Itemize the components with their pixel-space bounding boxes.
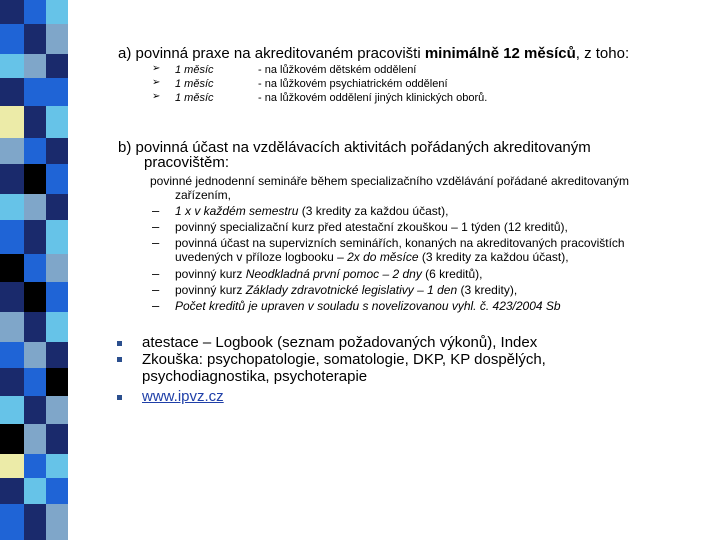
square-bullet-icon	[117, 341, 122, 346]
dash-bullet-icon: –	[152, 203, 160, 218]
dash-bullet-icon: –	[152, 282, 160, 297]
section-a-item-duration: 1 měsíc	[175, 64, 214, 76]
section-a-item-duration: 1 měsíc	[175, 92, 214, 104]
section-a-heading	[118, 46, 629, 61]
section-b-intro: povinné jednodenní semináře během specializačního vzdělávání pořádané akreditovaným	[150, 174, 629, 188]
section-b-item: povinná účast na supervizních seminářích, konaných na akreditovaných pracovištích	[175, 236, 625, 250]
arrow-bullet-icon: ➢	[152, 91, 161, 102]
arrow-bullet-icon: ➢	[152, 63, 161, 74]
section-b-intro-cont: zařízením,	[175, 188, 232, 202]
section-a-item-desc: - na lůžkovém dětském oddělení	[258, 64, 417, 76]
section-a-prefix: a) povinná praxe na akreditovaném pracovišti	[118, 45, 425, 62]
zkouska-text-cont: psychodiagnostika, psychoterapie	[142, 368, 368, 385]
arrow-bullet-icon: ➢	[152, 77, 161, 88]
atestace-text: atestace – Logbook (seznam požadovaných výkonů), Index	[142, 334, 538, 351]
section-a-item-desc: - na lůžkovém psychiatrickém oddělení	[258, 78, 448, 90]
square-bullet-icon	[117, 357, 122, 362]
section-a-emphasis: minimálně 12 měsíců	[424, 45, 576, 62]
square-bullet-icon	[117, 395, 122, 400]
section-b-heading: b) povinná účast na vzdělávacích aktivitách pořádaných akreditovaným	[118, 139, 591, 156]
ipvz-link[interactable]: www.ipvz.cz	[142, 388, 224, 405]
zkouska-text: Zkouška: psychopatologie, somatologie, DKP, KP dospělých,	[142, 351, 546, 368]
dash-bullet-icon: –	[152, 266, 160, 281]
dash-bullet-icon: –	[152, 219, 160, 234]
section-b-item: povinný specializační kurz před atestační zkouškou – 1 týden (12 kreditů),	[175, 220, 568, 234]
section-b-item: 1 x v každém semestru (3 kredity za každou účast),	[175, 204, 449, 218]
dash-bullet-icon: –	[152, 298, 160, 313]
section-b-heading-cont: pracovištěm:	[144, 154, 230, 171]
section-a-item-desc: - na lůžkovém oddělení jiných klinických oborů.	[258, 92, 488, 104]
section-b-item-cont: uvedených v příloze logbooku – 2x do měsíce (3 kredity za každou účast),	[175, 250, 569, 264]
section-b-item: Počet kreditů je upraven v souladu s novelizovanou vyhl. č. 423/2004 Sb	[175, 299, 561, 313]
section-a-item-duration: 1 měsíc	[175, 78, 214, 90]
section-a-suffix: , z toho:	[575, 45, 630, 62]
section-b-item: povinný kurz Základy zdravotnické legislativy – 1 den (3 kredity),	[175, 283, 518, 297]
section-b-item: povinný kurz Neodkladná první pomoc – 2 dny (6 kreditů),	[175, 267, 483, 281]
dash-bullet-icon: –	[152, 235, 160, 250]
